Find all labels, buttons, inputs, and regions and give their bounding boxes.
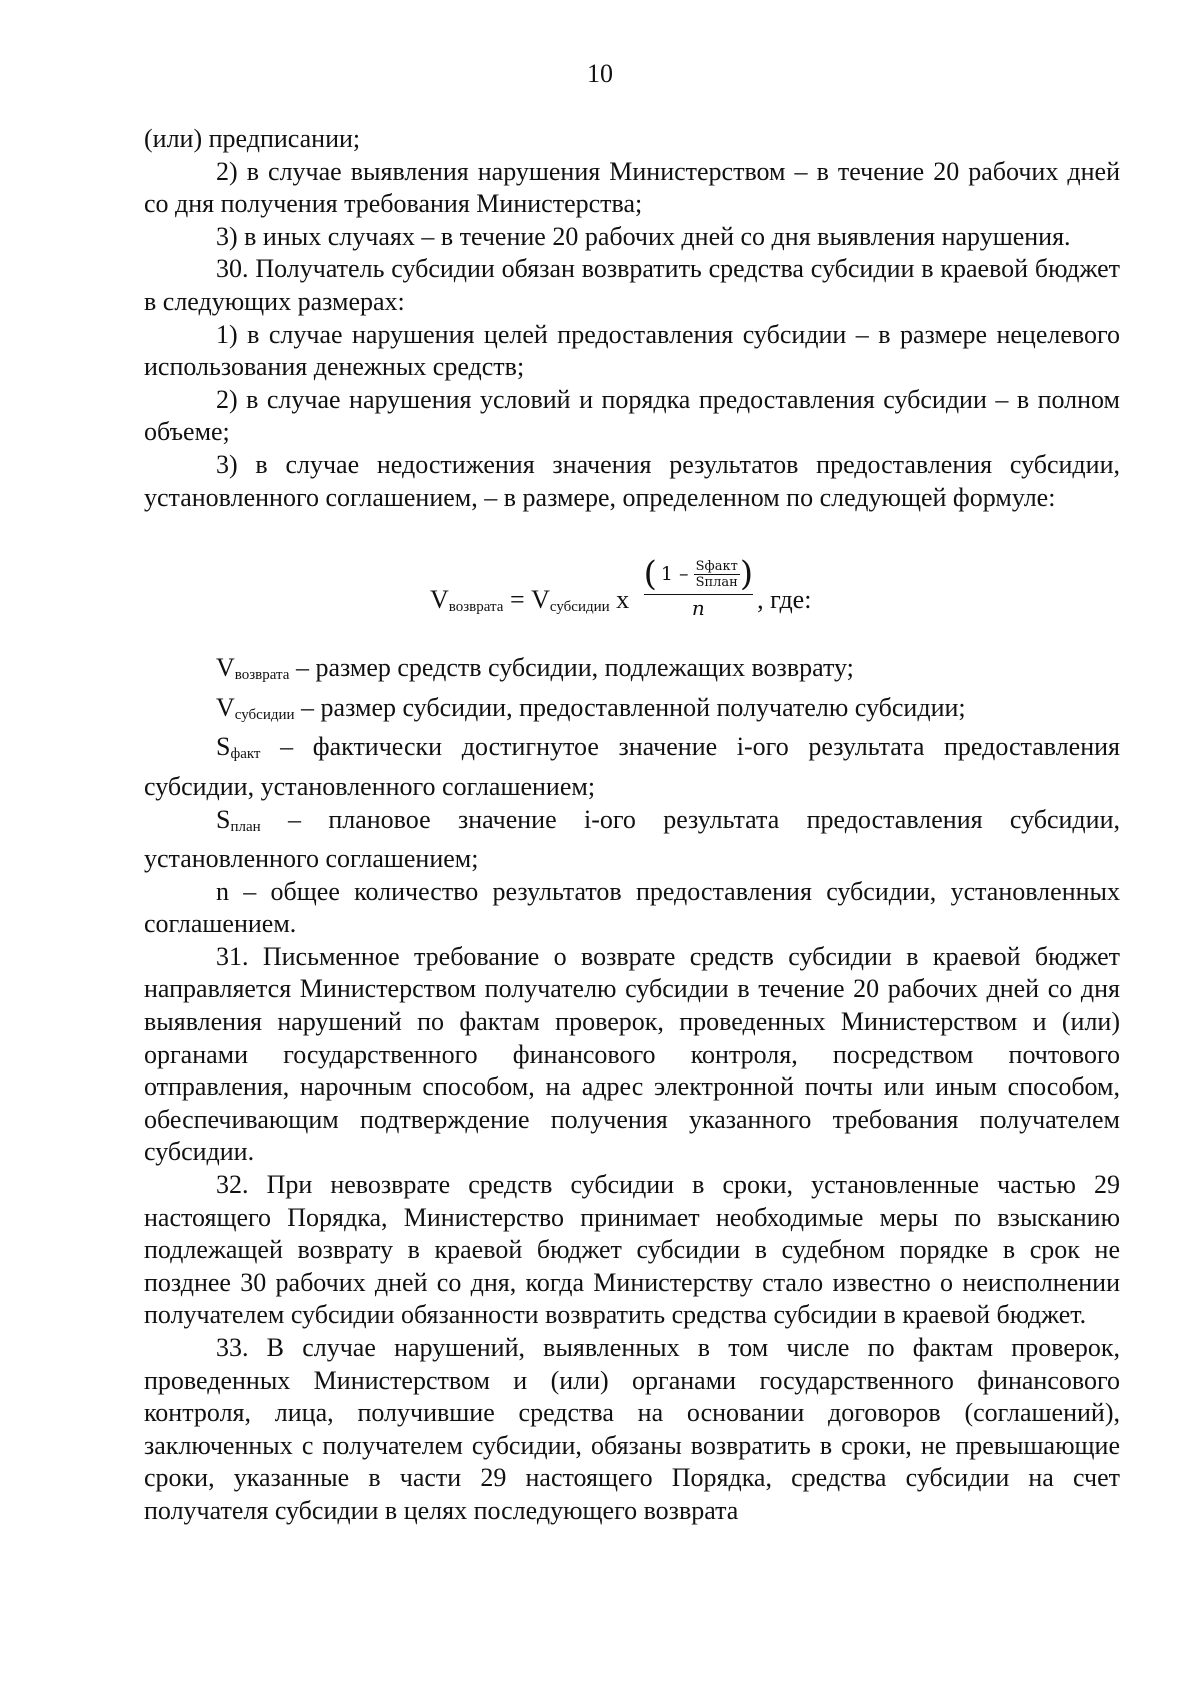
paragraph: 31. Письменное требование о возврате средств субсидии в краевой бюджет направляется Министерством получателю субсидии в течение 20 рабочих дней со дня выявления нарушений по фактам проверок, проведенных Министерством и (или) органами государственного финансового контроля, посредством почтового отправления, нарочным способом, на адрес электронной почты или иным способом, обеспечивающим подтверждение получения указанного требования получателем субсидии.: [144, 941, 1120, 1167]
paragraph-continuation: (или) предписании;: [144, 124, 361, 153]
fraction-denominator: n: [691, 596, 705, 621]
return-formula: [430, 556, 811, 624]
legend-item: n – общее количество результатов предоставления субсидии, установленных соглашением.: [144, 876, 1120, 939]
legend-item: $S_{факт}$ – фактически достигнутое значение i-ого результата предоставления субсидии, установленного соглашением;: [144, 732, 1120, 801]
document-body: [144, 123, 1120, 1528]
formula-block: [144, 514, 1120, 652]
formula-where: , где:: [757, 585, 812, 615]
formula-fraction: [644, 556, 753, 621]
paragraph: 3) в иных случаях – в течение 20 рабочих дней со дня выявления нарушения.: [216, 221, 1071, 251]
inner-fraction: $\frac{\text{Sфакт}}{\text{Sплан}}$: [695, 558, 738, 590]
paragraph: 1) в случае нарушения целей предоставления субсидии – в размере нецелевого использования денежных средств;: [144, 319, 1120, 382]
formula-lhs: $V_{возврата} = V_{субсидии}$ x: [430, 585, 636, 616]
paragraph: 2) в случае нарушения условий и порядка предоставления субсидии – в полном объеме;: [144, 384, 1120, 447]
paragraph: 32. При невозврате средств субсидии в сроки, установленные частью 29 настоящего Порядка, Министерство принимает необходимые меры по взысканию подлежащей возврату в краевой бюджет субсидии в судебном порядке в срок не позднее 30 рабочих дней со дня, когда Министерству стало известно о неисполнении получателем субсидии обязанности возвратить средства субсидии в краевой бюджет.: [144, 1170, 1120, 1330]
legend-item: $V_{субсидии}$ – размер субсидии, предоставленной получателю субсидии;: [216, 692, 966, 723]
paragraph: 30. Получатель субсидии обязан возвратить средства субсидии в краевой бюджет в следующих размерах:: [144, 254, 1120, 316]
legend-item: $V_{возврата}$ – размер средств субсидии, подлежащих возврату;: [216, 653, 854, 684]
legend-item: $S_{план}$ – плановое значение i-ого результата предоставления субсидии, установленного соглашением;: [144, 804, 1120, 874]
paragraph: 33. В случае нарушений, выявленных в том числе по фактам проверок, проведенных Министерством и (или) органами государственного финансового контроля, лица, получившие средства на основании договоров (соглашений), заключенных с получателем субсидии, обязаны возвратить в сроки, не превышающие сроки, указанные в части 29 настоящего Порядка, средства субсидии на счет получателя субсидии в целях последующего возврата: [144, 1333, 1120, 1525]
paragraph: 2) в случае выявления нарушения Министерством – в течение 20 рабочих дней со дня получения требования Министерства;: [144, 156, 1120, 219]
paragraph: 3) в случае недостижения значения результатов предоставления субсидии, установленного соглашением, – в размере, определенном по следующей формуле:: [144, 449, 1120, 512]
fraction-numerator: ( 1 – $\frac{\text{Sфакт}}{\text{Sплан}}$ ): [643, 554, 754, 595]
page-number: 10: [587, 59, 613, 88]
